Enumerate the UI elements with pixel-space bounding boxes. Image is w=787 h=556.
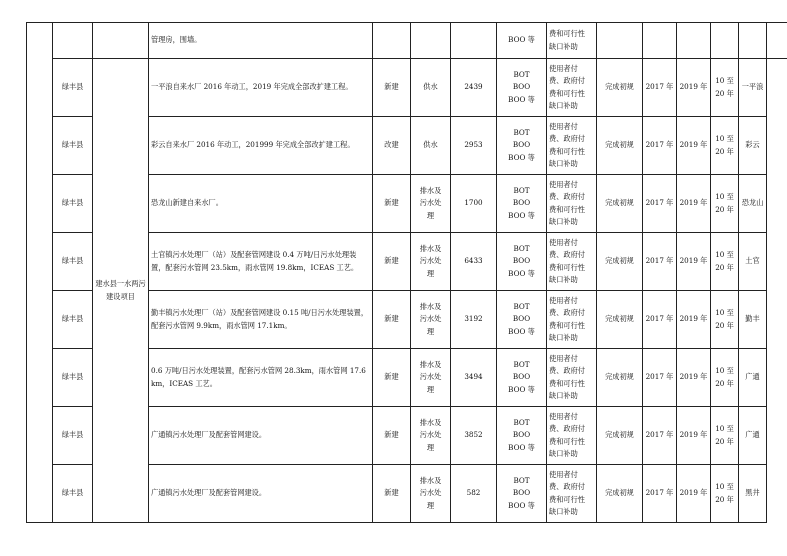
type-cell: 排水及 污水处 理 xyxy=(411,175,451,233)
location-cell: 彩云 xyxy=(739,117,767,175)
project-content-cell: 广通镇污水处理厂及配套管网建设。 xyxy=(149,407,373,465)
investment-cell: 1700 xyxy=(451,175,497,233)
return-mechanism-cell: 费和可行性 缺口补助 xyxy=(547,23,597,59)
investment-cell: 582 xyxy=(451,465,497,523)
table-row xyxy=(27,59,787,117)
investment-cell: 3494 xyxy=(451,349,497,407)
start-year-cell: 2017 年 xyxy=(643,175,677,233)
return-mechanism-cell: 使用者付 费、政府付 费和可行性 缺口补助 xyxy=(547,175,597,233)
county-cell: 绿丰县 xyxy=(53,233,93,291)
outer-merged-cell xyxy=(27,23,53,523)
type-cell xyxy=(411,23,451,59)
note-cell xyxy=(767,23,787,59)
end-year-cell: 2019 年 xyxy=(677,349,711,407)
operation-mode-cell: BOT BOO BOO 等 xyxy=(497,465,547,523)
project-table xyxy=(26,22,787,523)
location-cell: 广通 xyxy=(739,407,767,465)
county-cell: 绿丰县 xyxy=(53,291,93,349)
project-content-cell: 广通镇污水处理厂及配套管网建设。 xyxy=(149,465,373,523)
progress-cell xyxy=(597,23,643,59)
operation-mode-cell: BOT BOO BOO 等 xyxy=(497,291,547,349)
term-cell: 10 至 20 年 xyxy=(711,233,739,291)
type-cell: 供水 xyxy=(411,117,451,175)
location-cell: 广通 xyxy=(739,349,767,407)
project-content-cell: 0.6 万吨/日污水处理装置，配套污水管网 28.3km，雨水管网 17.6km，ICEAS 工艺。 xyxy=(149,349,373,407)
table-row-continuation xyxy=(27,23,787,59)
project-content-cell: 勤丰镇污水处理厂（站）及配套管网建设 0.15 吨/日污水处理装置，配套污水管网 9.9km，雨水管网 17.1km。 xyxy=(149,291,373,349)
operation-mode-cell: BOT BOO BOO 等 xyxy=(497,349,547,407)
end-year-cell: 2019 年 xyxy=(677,291,711,349)
investment-cell: 2953 xyxy=(451,117,497,175)
end-year-cell: 2019 年 xyxy=(677,59,711,117)
term-cell: 10 至 20 年 xyxy=(711,117,739,175)
end-year-cell xyxy=(677,23,711,59)
return-mechanism-cell: 使用者付 费、政府付 费和可行性 缺口补助 xyxy=(547,349,597,407)
type-cell: 排水及 污水处 理 xyxy=(411,465,451,523)
location-cell: 一平浪 xyxy=(739,59,767,117)
location-cell: 黑井 xyxy=(739,465,767,523)
end-year-cell: 2019 年 xyxy=(677,175,711,233)
county-cell: 绿丰县 xyxy=(53,117,93,175)
nature-cell xyxy=(373,23,411,59)
location-cell: 土官 xyxy=(739,233,767,291)
county-cell: 绿丰县 xyxy=(53,59,93,117)
return-mechanism-cell: 使用者付 费、政府付 费和可行性 缺口补助 xyxy=(547,291,597,349)
return-mechanism-cell: 使用者付 费、政府付 费和可行性 缺口补助 xyxy=(547,465,597,523)
nature-cell: 新建 xyxy=(373,59,411,117)
term-cell: 10 至 20 年 xyxy=(711,59,739,117)
type-cell: 排水及 污水处 理 xyxy=(411,349,451,407)
end-year-cell: 2019 年 xyxy=(677,233,711,291)
project-content-cell: 土官镇污水处理厂（站）及配套管网建设 0.4 万吨/日污水处理装置，配套污水管网 23.5km，雨水管网 19.8km，ICEAS 工艺。 xyxy=(149,233,373,291)
county-cell: 绿丰县 xyxy=(53,175,93,233)
operation-mode-cell: BOT BOO BOO 等 xyxy=(497,59,547,117)
county-cell: 绿丰县 xyxy=(53,349,93,407)
start-year-cell: 2017 年 xyxy=(643,291,677,349)
progress-cell: 完成初规 xyxy=(597,349,643,407)
return-mechanism-cell: 使用者付 费、政府付 费和可行性 缺口补助 xyxy=(547,233,597,291)
location-cell: 勤丰 xyxy=(739,291,767,349)
nature-cell: 新建 xyxy=(373,407,411,465)
operation-mode-cell: BOT BOO BOO 等 xyxy=(497,175,547,233)
investment-cell xyxy=(451,23,497,59)
progress-cell: 完成初规 xyxy=(597,465,643,523)
progress-cell: 完成初规 xyxy=(597,291,643,349)
start-year-cell: 2017 年 xyxy=(643,233,677,291)
term-cell: 10 至 20 年 xyxy=(711,175,739,233)
project-content-cell: 一平浪自来水厂 2016 年动工，2019 年完成全部改扩建工程。 xyxy=(149,59,373,117)
investment-cell: 2439 xyxy=(451,59,497,117)
term-cell: 10 至 20 年 xyxy=(711,407,739,465)
operation-mode-cell: BOT BOO BOO 等 xyxy=(497,117,547,175)
location-cell: 恐龙山 xyxy=(739,175,767,233)
start-year-cell: 2017 年 xyxy=(643,117,677,175)
project-content-cell: 恐龙山新建自来水厂。 xyxy=(149,175,373,233)
nature-cell: 改建 xyxy=(373,117,411,175)
end-year-cell: 2019 年 xyxy=(677,407,711,465)
investment-cell: 3852 xyxy=(451,407,497,465)
type-cell: 供水 xyxy=(411,59,451,117)
return-mechanism-cell: 使用者付 费、政府付 费和可行性 缺口补助 xyxy=(547,117,597,175)
project-content-cell: 管理房，围墙。 xyxy=(149,23,373,59)
county-cell: 绿丰县 xyxy=(53,465,93,523)
end-year-cell: 2019 年 xyxy=(677,465,711,523)
operation-mode-cell: BOO 等 xyxy=(497,23,547,59)
county-cell: 绿丰县 xyxy=(53,407,93,465)
term-cell: 10 至 20 年 xyxy=(711,349,739,407)
county-cell xyxy=(53,23,93,59)
investment-cell: 3192 xyxy=(451,291,497,349)
type-cell: 排水及 污水处 理 xyxy=(411,407,451,465)
progress-cell: 完成初规 xyxy=(597,59,643,117)
progress-cell: 完成初规 xyxy=(597,407,643,465)
nature-cell: 新建 xyxy=(373,175,411,233)
term-cell xyxy=(711,23,739,59)
type-cell: 排水及 污水处 理 xyxy=(411,291,451,349)
nature-cell: 新建 xyxy=(373,349,411,407)
start-year-cell xyxy=(643,23,677,59)
progress-cell: 完成初规 xyxy=(597,175,643,233)
return-mechanism-cell: 使用者付 费、政府付 费和可行性 缺口补助 xyxy=(547,59,597,117)
end-year-cell: 2019 年 xyxy=(677,117,711,175)
start-year-cell: 2017 年 xyxy=(643,59,677,117)
nature-cell: 新建 xyxy=(373,291,411,349)
location-cell xyxy=(739,23,767,59)
type-cell: 排水及 污水处 理 xyxy=(411,233,451,291)
group-category-cell: 建水县一水两污建设项目 xyxy=(93,59,149,523)
progress-cell: 完成初规 xyxy=(597,233,643,291)
operation-mode-cell: BOT BOO BOO 等 xyxy=(497,407,547,465)
table-body xyxy=(27,23,787,523)
project-content-cell: 彩云自来水厂 2016 年动工，201999 年完成全部改扩建工程。 xyxy=(149,117,373,175)
term-cell: 10 至 20 年 xyxy=(711,465,739,523)
progress-cell: 完成初规 xyxy=(597,117,643,175)
start-year-cell: 2017 年 xyxy=(643,407,677,465)
category-cell xyxy=(93,23,149,59)
operation-mode-cell: BOT BOO BOO 等 xyxy=(497,233,547,291)
nature-cell: 新建 xyxy=(373,233,411,291)
start-year-cell: 2017 年 xyxy=(643,465,677,523)
term-cell: 10 至 20 年 xyxy=(711,291,739,349)
start-year-cell: 2017 年 xyxy=(643,349,677,407)
investment-cell: 6433 xyxy=(451,233,497,291)
nature-cell: 新建 xyxy=(373,465,411,523)
return-mechanism-cell: 使用者付 费、政府付 费和可行性 缺口补助 xyxy=(547,407,597,465)
